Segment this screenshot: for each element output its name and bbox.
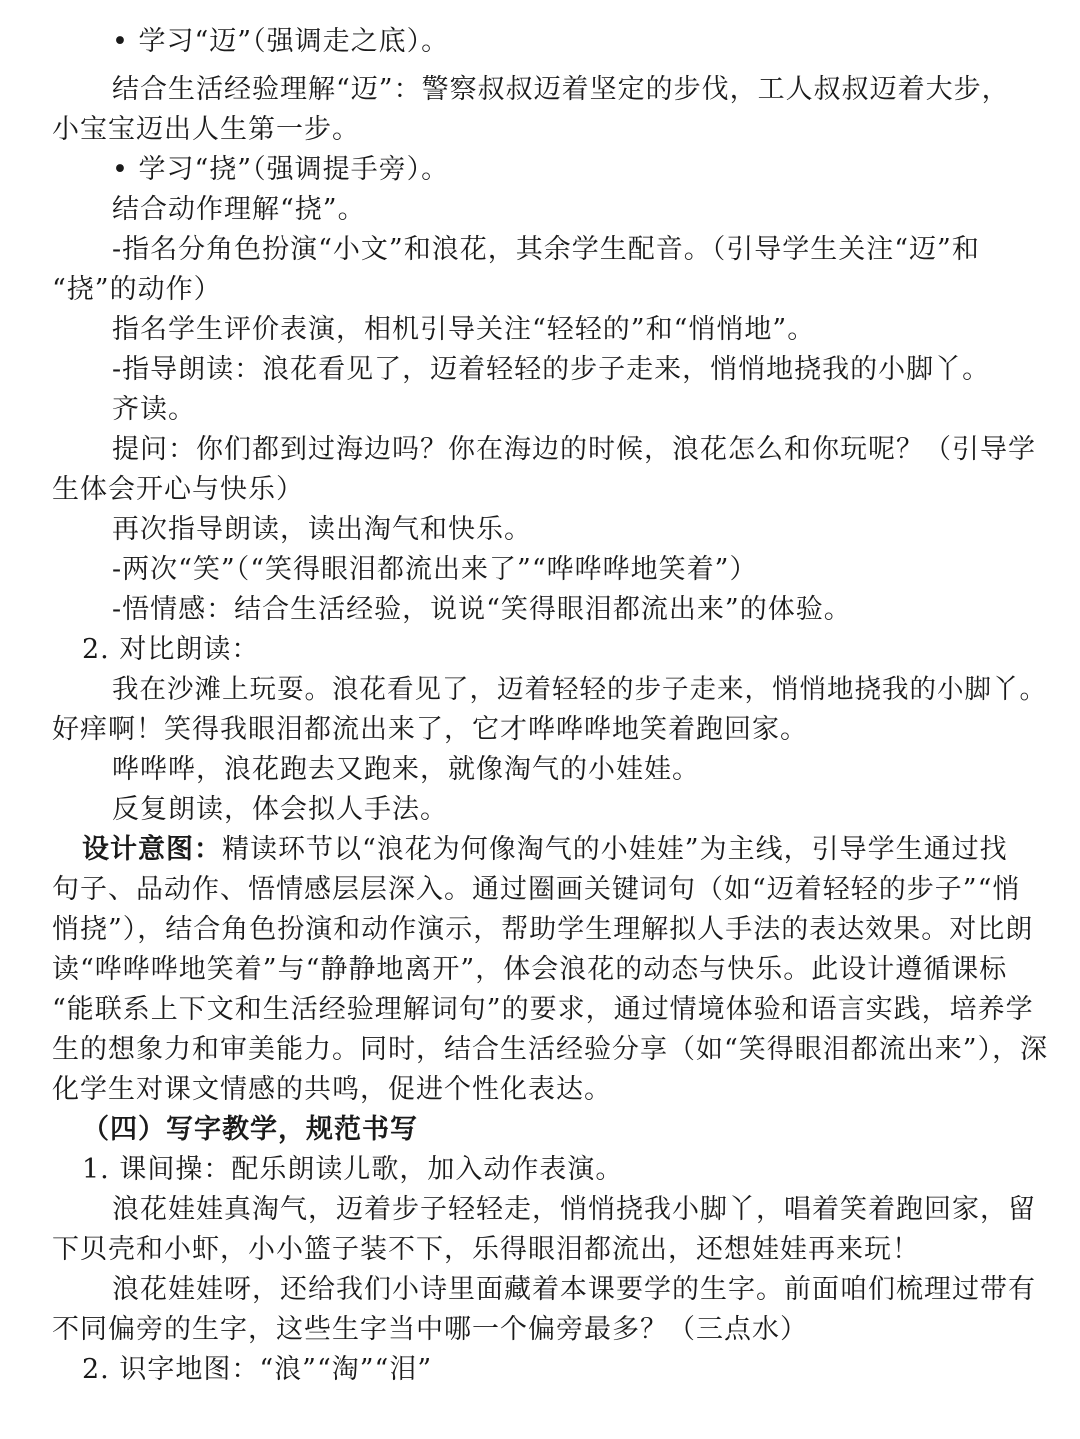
- text-line: • 学习“挠”（强调提手旁）。: [112, 154, 450, 185]
- text-line: 结合动作理解“挠”。: [112, 194, 366, 225]
- text-line: 生体会开心与快乐）: [52, 474, 304, 505]
- text-line: 下贝壳和小虾，小小篮子装不下，乐得眼泪都流出，还想娃娃再来玩！: [52, 1234, 920, 1265]
- text-line: -指导朗读：浪花看见了，迈着轻轻的步子走来，悄悄地挠我的小脚丫。: [112, 354, 991, 385]
- text-line: 结合生活经验理解“迈”：警察叔叔迈着坚定的步伐，工人叔叔迈着大步，: [112, 74, 1010, 105]
- text-line: -悟情感：结合生活经验，说说“笑得眼泪都流出来”的体验。: [112, 594, 852, 625]
- text-line: 再次指导朗读，读出淘气和快乐。: [112, 514, 532, 545]
- text-line: 读“哗哗哗地笑着”与“静静地离开”，体会浪花的动态与快乐。此设计遵循课标: [52, 954, 1008, 985]
- text-line: 不同偏旁的生字，这些生字当中哪一个偏旁最多？（三点水）: [52, 1314, 808, 1345]
- design-intent-line: [82, 830, 1052, 870]
- text-line: 生的想象力和审美能力。同时，结合生活经验分享（如“笑得眼泪都流出来”），深: [52, 1034, 1049, 1065]
- text-line: 1. 课间操：配乐朗读儿歌，加入动作表演。: [82, 1154, 624, 1185]
- text-line: 小宝宝迈出人生第一步。: [52, 114, 360, 145]
- design-intent-label: 设计意图：: [82, 834, 222, 865]
- text-line: 浪花娃娃呀，还给我们小诗里面藏着本课要学的生字。前面咱们梳理过带有: [112, 1274, 1036, 1305]
- text-line: 句子、品动作、悟情感层层深入。通过圈画关键词句（如“迈着轻轻的步子”“悄: [52, 874, 1021, 905]
- text-line: 齐读。: [112, 394, 196, 425]
- text-line: 指名学生评价表演，相机引导关注“轻轻的”和“悄悄地”。: [112, 314, 816, 345]
- text-line: 化学生对课文情感的共鸣，促进个性化表达。: [52, 1074, 612, 1105]
- text-line: 好痒啊！笑得我眼泪都流出来了，它才哗哗哗地笑着跑回家。: [52, 714, 808, 745]
- text-line: 提问：你们都到过海边吗？你在海边的时候，浪花怎么和你玩呢？（引导学: [112, 434, 1036, 465]
- design-intent-text: 精读环节以“浪花为何像淘气的小娃娃”为主线，引导学生通过找: [222, 834, 1008, 865]
- text-line: “挠”的动作）: [52, 274, 222, 305]
- text-line: 2. 对比朗读：: [82, 634, 260, 665]
- text-line: 悄挠”），结合角色扮演和动作演示，帮助学生理解拟人手法的表达效果。对比朗: [52, 914, 1034, 945]
- text-line: • 学习“迈”（强调走之底）。: [112, 26, 450, 57]
- text-line: -两次“笑”（“笑得眼泪都流出来了”“哗哗哗地笑着”）: [112, 554, 758, 585]
- text-line: 反复朗读，体会拟人手法。: [112, 794, 448, 825]
- text-line: 哗哗哗，浪花跑去又跑来，就像淘气的小娃娃。: [112, 754, 700, 785]
- text-line: 我在沙滩上玩耍。浪花看见了，迈着轻轻的步子走来，悄悄地挠我的小脚丫。: [112, 674, 1047, 705]
- section-heading: （四）写字教学，规范书写: [82, 1114, 418, 1145]
- text-line: 2. 识字地图：“浪”“淘”“泪”: [82, 1354, 433, 1385]
- text-line: 浪花娃娃真淘气，迈着步子轻轻走，悄悄挠我小脚丫，唱着笑着跑回家，留: [112, 1194, 1036, 1225]
- text-line: “能联系上下文和生活经验理解词句”的要求，通过情境体验和语言实践，培养学: [52, 994, 1034, 1025]
- text-line: -指名分角色扮演“小文”和浪花，其余学生配音。（引导学生关注“迈”和: [112, 234, 980, 265]
